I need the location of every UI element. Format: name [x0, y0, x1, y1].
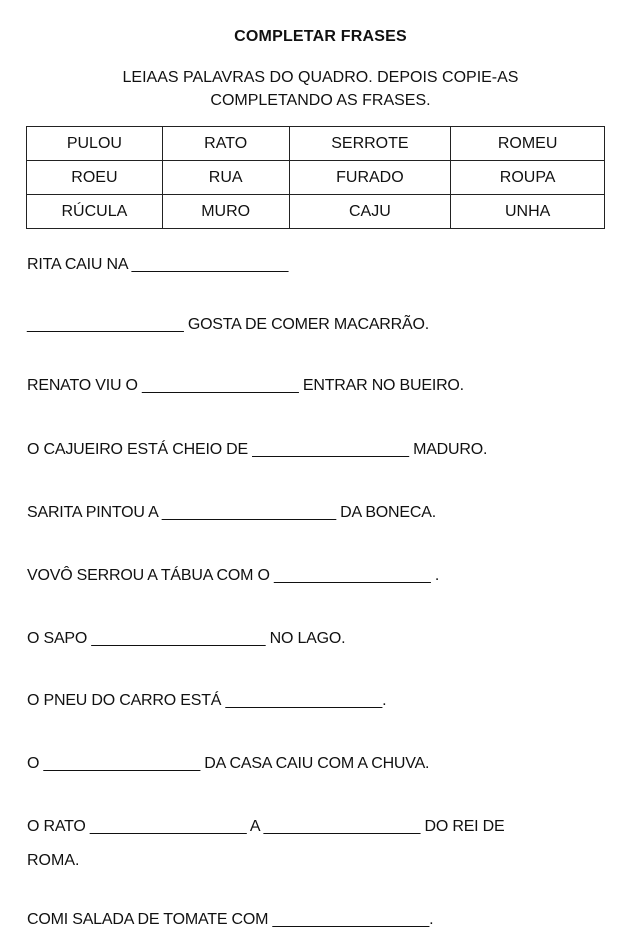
sentence-10: O RATO __________________ A __________________ DO REI DE — [27, 818, 505, 835]
word-cell: SERROTE — [289, 127, 451, 161]
sentence-11: COMI SALADA DE TOMATE COM __________________. — [27, 911, 434, 928]
sentence-7: O SAPO ____________________ NO LAGO. — [27, 630, 346, 647]
instructions-line-2: COMPLETANDO AS FRASES. — [210, 92, 431, 109]
word-cell: FURADO — [289, 161, 451, 195]
sentence-4: O CAJUEIRO ESTÁ CHEIO DE __________________ MADURO. — [27, 441, 488, 458]
sentence-8: O PNEU DO CARRO ESTÁ __________________. — [27, 692, 387, 709]
word-table — [26, 126, 605, 229]
word-cell: MURO — [162, 195, 289, 229]
sentence-6: VOVÔ SERROU A TÁBUA COM O __________________ . — [27, 567, 440, 584]
sentence-2: __________________ GOSTA DE COMER MACARRÃO. — [27, 316, 429, 333]
sentence-10-continuation: ROMA. — [27, 852, 80, 869]
word-table-row — [27, 195, 605, 229]
word-cell: ROUPA — [451, 161, 605, 195]
sentence-9: O __________________ DA CASA CAIU COM A CHUVA. — [27, 755, 430, 772]
instructions-line-1: LEIAAS PALAVRAS DO QUADRO. DEPOIS COPIE-AS — [122, 69, 519, 86]
worksheet-title: COMPLETAR FRASES — [234, 28, 407, 45]
word-cell: UNHA — [451, 195, 605, 229]
word-table-row — [27, 161, 605, 195]
instructions — [0, 66, 641, 112]
word-cell: CAJU — [289, 195, 451, 229]
sentence-1: RITA CAIU NA __________________ — [27, 256, 289, 273]
word-cell: ROMEU — [451, 127, 605, 161]
word-cell: RÚCULA — [27, 195, 163, 229]
word-table-row — [27, 127, 605, 161]
sentence-3: RENATO VIU O __________________ ENTRAR NO BUEIRO. — [27, 377, 464, 394]
word-cell: RATO — [162, 127, 289, 161]
word-cell: PULOU — [27, 127, 163, 161]
word-cell: RUA — [162, 161, 289, 195]
word-cell: ROEU — [27, 161, 163, 195]
sentence-5: SARITA PINTOU A ____________________ DA BONECA. — [27, 504, 436, 521]
